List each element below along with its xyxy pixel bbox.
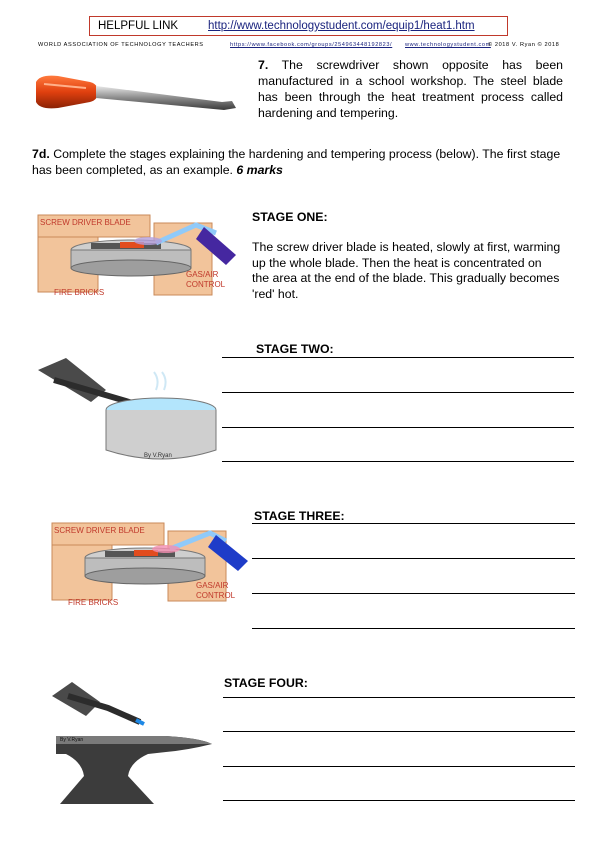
- question-7d-text: Complete the stages explaining the hardening and tempering process (below). The first stage has been completed, as an example.: [32, 147, 561, 177]
- answer-line: [223, 697, 575, 698]
- label-gas-air: GAS/AIR: [196, 581, 229, 590]
- stage-two-title: STAGE TWO:: [256, 342, 334, 356]
- label-screw-driver-blade: SCREW DRIVER BLADE: [54, 526, 145, 535]
- label-screw-driver-blade: SCREW DRIVER BLADE: [40, 218, 131, 227]
- helpful-link-label: HELPFUL LINK: [98, 20, 179, 32]
- stage-two-image: [36, 350, 226, 465]
- answer-line: [252, 593, 575, 594]
- label-control: CONTROL: [186, 280, 226, 289]
- stage-four-title: STAGE FOUR:: [224, 676, 308, 690]
- answer-line: [222, 427, 574, 428]
- label-gas-air: GAS/AIR: [186, 270, 219, 279]
- question-7d: [32, 146, 572, 178]
- stage-four-image: [48, 678, 216, 808]
- answer-line: [222, 392, 574, 393]
- label-by-vryan: By V.Ryan: [60, 737, 84, 743]
- stage-one-text: The screw driver blade is heated, slowly at first, warming up the whole blade. Then the heat is concentrated on the area at the end of the blade. This gradually becomes 'red' hot.: [252, 240, 561, 301]
- answer-line: [222, 461, 574, 462]
- label-control: CONTROL: [196, 591, 236, 600]
- answer-line: [252, 558, 575, 559]
- answer-line: [223, 766, 575, 767]
- answer-line: [252, 523, 575, 524]
- stage-one-image: [36, 205, 246, 300]
- answer-line: [223, 800, 575, 801]
- question-7d-marks: 6 marks: [236, 163, 283, 177]
- association-name: WORLD ASSOCIATION OF TECHNOLOGY TEACHERS: [38, 42, 204, 48]
- stage-one-title: STAGE ONE:: [252, 210, 328, 224]
- helpful-link-box: [89, 16, 508, 36]
- helpful-link-url[interactable]: http://www.technologystudent.com/equip1/heat1.htm: [208, 20, 475, 32]
- copyright-text: © 2018 V. Ryan © 2018: [488, 42, 560, 48]
- label-by-vryan: By V.Ryan: [144, 453, 172, 459]
- stage-three-title: STAGE THREE:: [254, 509, 345, 523]
- site-link[interactable]: www.technologystudent.com: [405, 42, 491, 48]
- question-7: [258, 57, 563, 121]
- question-7d-number: 7d.: [32, 147, 50, 161]
- answer-line: [223, 731, 575, 732]
- answer-line: [252, 628, 575, 629]
- label-fire-bricks: FIRE BRICKS: [68, 598, 119, 607]
- label-fire-bricks: FIRE BRICKS: [54, 288, 105, 297]
- question-7-text: The screwdriver shown opposite has been manufactured in a school workshop. The steel blade has been through the heat treatment process called hardening and tempering.: [258, 58, 563, 120]
- facebook-link[interactable]: https://www.facebook.com/groups/254963448192823/: [230, 42, 393, 48]
- answer-line: [222, 357, 574, 358]
- stage-three-image: [50, 515, 255, 610]
- question-7-number: 7.: [258, 58, 269, 72]
- screwdriver-image: [32, 70, 240, 120]
